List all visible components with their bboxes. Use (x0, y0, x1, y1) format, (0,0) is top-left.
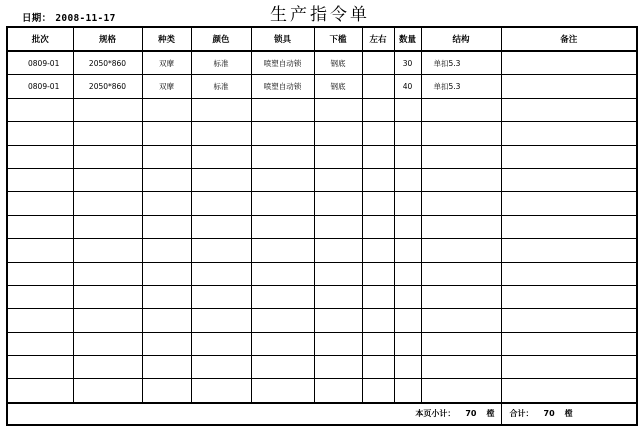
empty-row (7, 356, 637, 379)
cell-lr (362, 332, 394, 355)
cell-note (501, 215, 637, 238)
column-header-note: 备注 (501, 27, 637, 51)
cell-color (191, 122, 251, 145)
cell-color: 标准 (191, 51, 251, 75)
cell-sill (314, 332, 362, 355)
cell-batch (7, 192, 73, 215)
cell-sill (314, 168, 362, 191)
cell-batch (7, 122, 73, 145)
cell-lock (251, 356, 314, 379)
cell-kind: 双摩 (142, 75, 191, 98)
cell-qty: 30 (394, 51, 421, 75)
cell-batch (7, 332, 73, 355)
cell-qty (394, 356, 421, 379)
cell-sill (314, 122, 362, 145)
cell-qty (394, 285, 421, 308)
cell-kind (142, 379, 191, 403)
cell-spec (73, 285, 142, 308)
cell-color (191, 215, 251, 238)
page-subtotal-cell (7, 403, 501, 425)
cell-sill (314, 215, 362, 238)
cell-batch (7, 285, 73, 308)
cell-note (501, 309, 637, 332)
column-header-lock: 锁具 (251, 27, 314, 51)
cell-sill (314, 379, 362, 403)
column-header-lr: 左右 (362, 27, 394, 51)
cell-lock (251, 122, 314, 145)
total-cell (501, 403, 637, 425)
empty-row (7, 168, 637, 191)
column-header-qty: 数量 (394, 27, 421, 51)
table-row (7, 75, 637, 98)
cell-color (191, 285, 251, 308)
cell-spec (73, 122, 142, 145)
cell-structure (421, 215, 501, 238)
cell-qty (394, 98, 421, 121)
cell-structure (421, 98, 501, 121)
cell-color (191, 239, 251, 262)
cell-qty (394, 168, 421, 191)
cell-color (191, 98, 251, 121)
cell-lock (251, 145, 314, 168)
cell-note (501, 239, 637, 262)
header-row (7, 27, 637, 51)
cell-spec (73, 192, 142, 215)
cell-qty (394, 145, 421, 168)
cell-kind (142, 122, 191, 145)
cell-note (501, 379, 637, 403)
cell-color (191, 379, 251, 403)
cell-kind (142, 309, 191, 332)
cell-lock (251, 168, 314, 191)
cell-lock: 喷塑自动锁 (251, 75, 314, 98)
cell-batch (7, 215, 73, 238)
cell-spec: 2050*860 (73, 51, 142, 75)
empty-row (7, 285, 637, 308)
cell-lock (251, 98, 314, 121)
cell-lock: 喷塑自动锁 (251, 51, 314, 75)
cell-qty (394, 332, 421, 355)
cell-note (501, 75, 637, 98)
cell-lr (362, 262, 394, 285)
cell-note (501, 332, 637, 355)
empty-row (7, 215, 637, 238)
cell-lr (362, 75, 394, 98)
cell-color (191, 309, 251, 332)
cell-structure: 单扣5.3 (421, 51, 501, 75)
cell-structure (421, 145, 501, 168)
cell-batch (7, 379, 73, 403)
column-header-color: 颜色 (191, 27, 251, 51)
empty-row (7, 192, 637, 215)
cell-structure (421, 262, 501, 285)
cell-lr (362, 379, 394, 403)
cell-spec (73, 168, 142, 191)
cell-spec (73, 239, 142, 262)
column-header-spec: 规格 (73, 27, 142, 51)
cell-lr (362, 285, 394, 308)
cell-kind (142, 168, 191, 191)
cell-note (501, 98, 637, 121)
cell-batch (7, 262, 73, 285)
empty-row (7, 98, 637, 121)
cell-lr (362, 51, 394, 75)
cell-spec (73, 379, 142, 403)
cell-color (191, 192, 251, 215)
cell-batch (7, 309, 73, 332)
cell-kind: 双摩 (142, 51, 191, 75)
cell-spec (73, 262, 142, 285)
cell-sill (314, 309, 362, 332)
cell-batch (7, 168, 73, 191)
cell-sill (314, 285, 362, 308)
cell-batch (7, 356, 73, 379)
empty-row (7, 332, 637, 355)
cell-sill (314, 145, 362, 168)
cell-kind (142, 98, 191, 121)
empty-row (7, 309, 637, 332)
cell-kind (142, 215, 191, 238)
table-body (7, 51, 637, 403)
cell-spec (73, 98, 142, 121)
cell-lock (251, 285, 314, 308)
cell-sill (314, 356, 362, 379)
cell-kind (142, 356, 191, 379)
total-value: 70 (543, 409, 555, 419)
cell-color (191, 262, 251, 285)
cell-spec (73, 332, 142, 355)
cell-lr (362, 215, 394, 238)
cell-qty (394, 122, 421, 145)
cell-note (501, 262, 637, 285)
cell-batch (7, 98, 73, 121)
cell-structure (421, 122, 501, 145)
cell-sill: 钢底 (314, 51, 362, 75)
cell-lr (362, 168, 394, 191)
cell-sill: 钢底 (314, 75, 362, 98)
cell-kind (142, 145, 191, 168)
cell-note (501, 285, 637, 308)
empty-row (7, 379, 637, 403)
cell-note (501, 122, 637, 145)
cell-qty (394, 192, 421, 215)
empty-row (7, 239, 637, 262)
cell-structure: 单扣5.3 (421, 75, 501, 98)
cell-batch: 0809-01 (7, 51, 73, 75)
page-subtotal-unit: 樘 (486, 409, 495, 419)
cell-kind (142, 262, 191, 285)
cell-batch (7, 145, 73, 168)
empty-row (7, 122, 637, 145)
cell-sill (314, 192, 362, 215)
cell-lock (251, 215, 314, 238)
page-subtotal-label: 本页小计： (415, 409, 456, 419)
cell-color (191, 168, 251, 191)
column-header-structure: 结构 (421, 27, 501, 51)
cell-lock (251, 239, 314, 262)
cell-kind (142, 239, 191, 262)
cell-color (191, 145, 251, 168)
cell-kind (142, 285, 191, 308)
date-caption: 日期： (22, 13, 52, 24)
cell-note (501, 168, 637, 191)
cell-structure (421, 285, 501, 308)
footer-row (7, 403, 637, 425)
total-unit: 樘 (564, 409, 573, 419)
cell-note (501, 192, 637, 215)
cell-structure (421, 192, 501, 215)
cell-spec (73, 215, 142, 238)
cell-kind (142, 192, 191, 215)
cell-spec: 2050*860 (73, 75, 142, 98)
cell-qty (394, 262, 421, 285)
cell-batch (7, 239, 73, 262)
cell-note (501, 356, 637, 379)
cell-lock (251, 309, 314, 332)
total-label: 合计： (509, 409, 534, 419)
cell-lr (362, 98, 394, 121)
cell-color: 标准 (191, 75, 251, 98)
empty-row (7, 262, 637, 285)
cell-structure (421, 239, 501, 262)
cell-spec (73, 145, 142, 168)
cell-structure (421, 309, 501, 332)
cell-lr (362, 145, 394, 168)
production-order-table (6, 26, 638, 426)
column-header-kind: 种类 (142, 27, 191, 51)
cell-structure (421, 356, 501, 379)
cell-lr (362, 239, 394, 262)
cell-sill (314, 262, 362, 285)
cell-spec (73, 356, 142, 379)
cell-structure (421, 168, 501, 191)
column-header-sill: 下槛 (314, 27, 362, 51)
cell-qty: 40 (394, 75, 421, 98)
document-title: 生产指令单 (270, 5, 370, 25)
cell-lr (362, 122, 394, 145)
cell-batch: 0809-01 (7, 75, 73, 98)
cell-spec (73, 309, 142, 332)
column-header-batch: 批次 (7, 27, 73, 51)
cell-structure (421, 332, 501, 355)
cell-structure (421, 379, 501, 403)
cell-sill (314, 239, 362, 262)
cell-sill (314, 98, 362, 121)
cell-qty (394, 239, 421, 262)
cell-kind (142, 332, 191, 355)
cell-lock (251, 262, 314, 285)
cell-lock (251, 192, 314, 215)
cell-color (191, 332, 251, 355)
date-value: 2008-11-17 (55, 13, 116, 24)
cell-lock (251, 332, 314, 355)
cell-note (501, 51, 637, 75)
cell-lr (362, 309, 394, 332)
cell-lr (362, 192, 394, 215)
cell-qty (394, 379, 421, 403)
cell-qty (394, 215, 421, 238)
empty-row (7, 145, 637, 168)
page-subtotal-value: 70 (465, 409, 477, 419)
cell-note (501, 145, 637, 168)
table-row (7, 51, 637, 75)
cell-color (191, 356, 251, 379)
cell-lr (362, 356, 394, 379)
cell-qty (394, 309, 421, 332)
cell-lock (251, 379, 314, 403)
